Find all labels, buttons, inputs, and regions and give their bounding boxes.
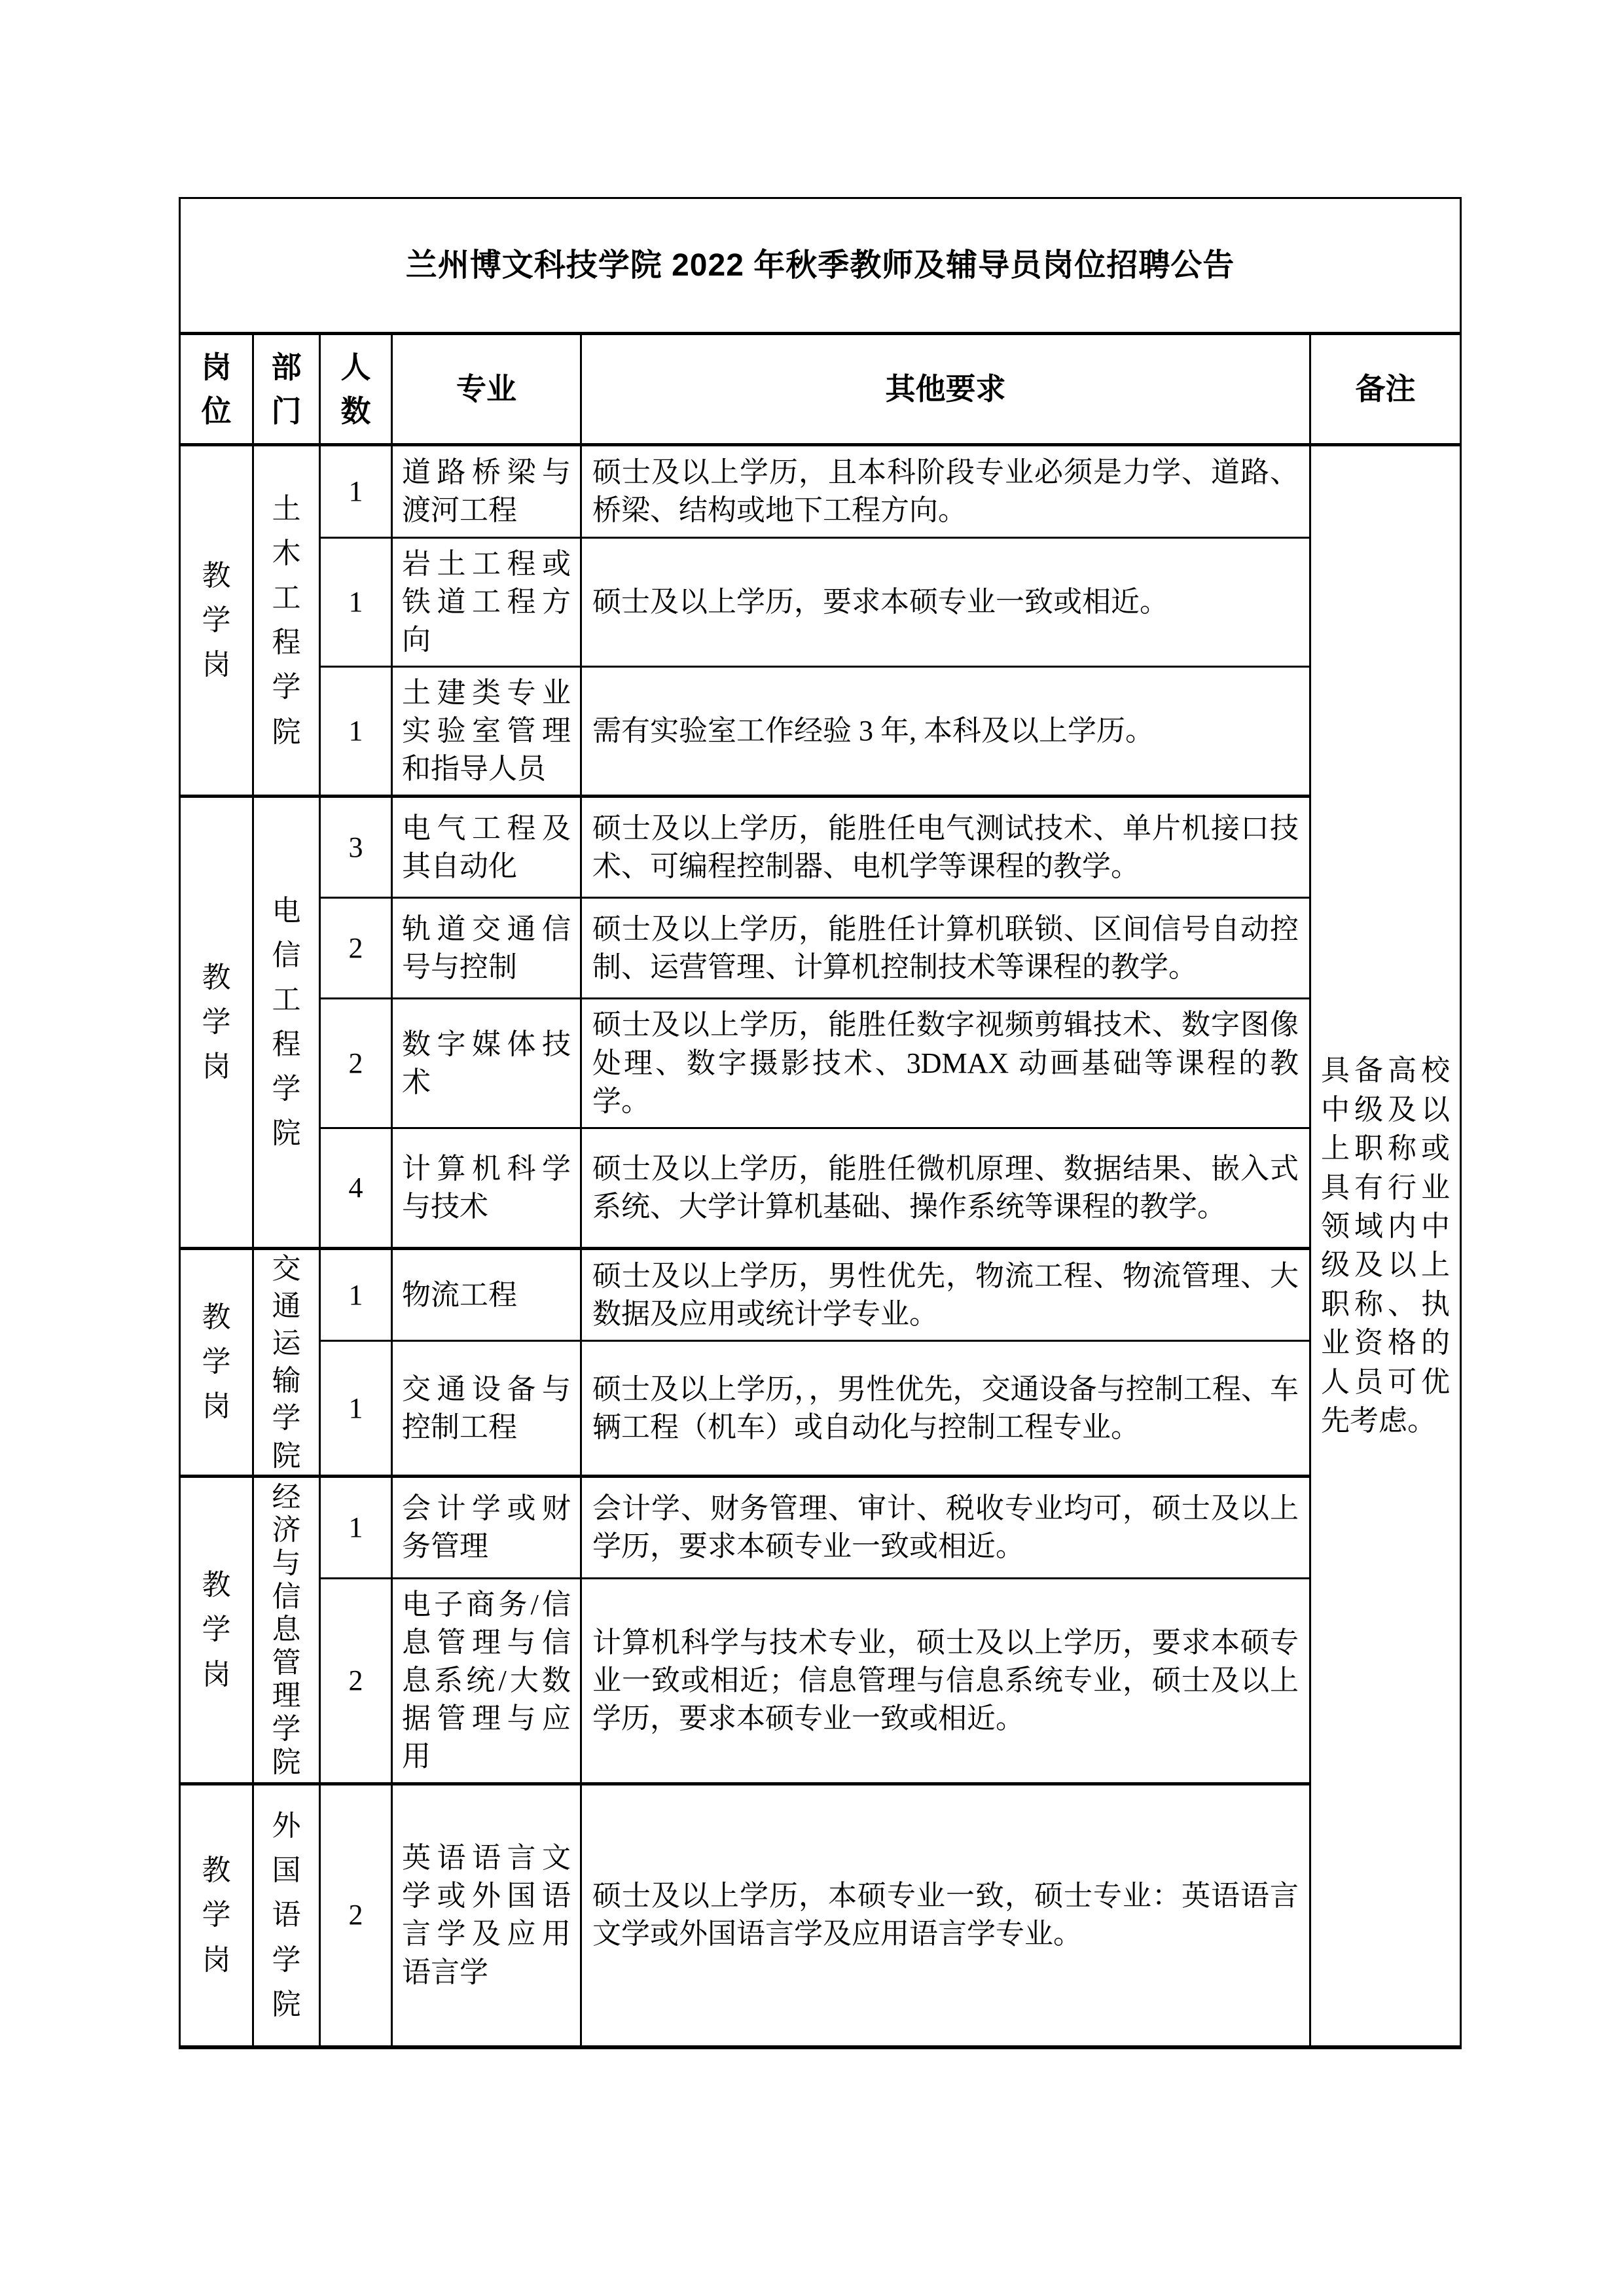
major-cell: 物流工程 xyxy=(392,1248,581,1341)
table-row xyxy=(180,445,1461,538)
requirements-cell: 硕士及以上学历，能胜任数字视频剪辑技术、数字图像处理、数字摄影技术、3DMAX 动画基础等课程的教学。 xyxy=(581,999,1310,1128)
table-row xyxy=(180,538,1461,667)
major-cell: 电气工程及其自动化 xyxy=(392,797,581,898)
title-row xyxy=(180,198,1461,334)
table-row xyxy=(180,1476,1461,1578)
recruitment-table xyxy=(179,197,1462,2049)
requirements-cell: 硕士及以上学历，能胜任微机原理、数据结果、嵌入式系统、大学计算机基础、操作系统等课程的教学。 xyxy=(581,1128,1310,1248)
requirements-cell: 需有实验室工作经验 3 年, 本科及以上学历。 xyxy=(581,667,1310,797)
document-title: 兰州博文科技学院 2022 年秋季教师及辅导员岗位招聘公告 xyxy=(405,247,1235,283)
post-cell: 教学岗 xyxy=(180,1248,253,1476)
table-row xyxy=(180,999,1461,1128)
post-cell: 教学岗 xyxy=(180,445,253,797)
post-cell: 教学岗 xyxy=(180,797,253,1248)
col-header-requirements: 其他要求 xyxy=(581,334,1310,445)
header-row xyxy=(180,334,1461,445)
headcount-cell: 4 xyxy=(320,1128,392,1248)
headcount-cell: 3 xyxy=(320,797,392,898)
col-header-department: 部门 xyxy=(253,334,320,445)
table-row xyxy=(180,1128,1461,1248)
major-cell: 轨道交通信号与控制 xyxy=(392,898,581,999)
table-row xyxy=(180,797,1461,898)
headcount-cell: 2 xyxy=(320,1784,392,2047)
headcount-cell: 2 xyxy=(320,999,392,1128)
department-cell: 土木工程学院 xyxy=(253,445,320,797)
major-cell: 会计学或财务管理 xyxy=(392,1476,581,1578)
requirements-cell: 硕士及以上学历，男性优先，物流工程、物流管理、大数据及应用或统计学专业。 xyxy=(581,1248,1310,1341)
post-cell: 教学岗 xyxy=(180,1476,253,1784)
requirements-cell: 硕士及以上学历，能胜任计算机联锁、区间信号自动控制、运营管理、计算机控制技术等课程的教学。 xyxy=(581,898,1310,999)
remarks-cell: 具备高校中级及以上职称或具有行业领域内中级及以上职称、执业资格的人员可优先考虑。 xyxy=(1310,445,1461,2047)
requirements-cell: 硕士及以上学历，要求本硕专业一致或相近。 xyxy=(581,538,1310,667)
requirements-cell: 硕士及以上学历，且本科阶段专业必须是力学、道路、桥梁、结构或地下工程方向。 xyxy=(581,445,1310,538)
major-cell: 英语语言文学或外国语言学及应用语言学 xyxy=(392,1784,581,2047)
major-cell: 电子商务/信息管理与信息系统/大数据管理与应用 xyxy=(392,1578,581,1784)
major-cell: 土建类专业实验室管理和指导人员 xyxy=(392,667,581,797)
department-cell: 经济与信息管理学院 xyxy=(253,1476,320,1784)
headcount-cell: 1 xyxy=(320,1476,392,1578)
table-row xyxy=(180,1341,1461,1476)
col-header-post: 岗位 xyxy=(180,334,253,445)
headcount-cell: 2 xyxy=(320,1578,392,1784)
headcount-cell: 2 xyxy=(320,898,392,999)
department-cell: 外国语学院 xyxy=(253,1784,320,2047)
requirements-cell: 硕士及以上学历，能胜任电气测试技术、单片机接口技术、可编程控制器、电机学等课程的教学。 xyxy=(581,797,1310,898)
headcount-cell: 1 xyxy=(320,1248,392,1341)
headcount-cell: 1 xyxy=(320,445,392,538)
col-header-headcount: 人数 xyxy=(320,334,392,445)
table-row xyxy=(180,1248,1461,1341)
headcount-cell: 1 xyxy=(320,1341,392,1476)
table-row xyxy=(180,898,1461,999)
department-cell: 电信工程学院 xyxy=(253,797,320,1248)
requirements-cell: 计算机科学与技术专业，硕士及以上学历，要求本硕专业一致或相近；信息管理与信息系统专业，硕士及以上学历，要求本硕专业一致或相近。 xyxy=(581,1578,1310,1784)
requirements-cell: 硕士及以上学历，本硕专业一致，硕士专业：英语语言文学或外国语言学及应用语言学专业。 xyxy=(581,1784,1310,2047)
table-row xyxy=(180,667,1461,797)
major-cell: 数字媒体技术 xyxy=(392,999,581,1128)
major-cell: 计算机科学与技术 xyxy=(392,1128,581,1248)
major-cell: 道路桥梁与渡河工程 xyxy=(392,445,581,538)
major-cell: 岩土工程或铁道工程方向 xyxy=(392,538,581,667)
table-row xyxy=(180,1784,1461,2047)
requirements-cell: 硕士及以上学历，，男性优先，交通设备与控制工程、车辆工程（机车）或自动化与控制工程专业。 xyxy=(581,1341,1310,1476)
major-cell: 交通设备与控制工程 xyxy=(392,1341,581,1476)
department-cell: 交通运输学院 xyxy=(253,1248,320,1476)
headcount-cell: 1 xyxy=(320,538,392,667)
requirements-cell: 会计学、财务管理、审计、税收专业均可，硕士及以上学历，要求本硕专业一致或相近。 xyxy=(581,1476,1310,1578)
title-cell xyxy=(180,198,1461,334)
headcount-cell: 1 xyxy=(320,667,392,797)
col-header-major: 专业 xyxy=(392,334,581,445)
col-header-remarks: 备注 xyxy=(1310,334,1461,445)
post-cell: 教学岗 xyxy=(180,1784,253,2047)
table-row xyxy=(180,1578,1461,1784)
